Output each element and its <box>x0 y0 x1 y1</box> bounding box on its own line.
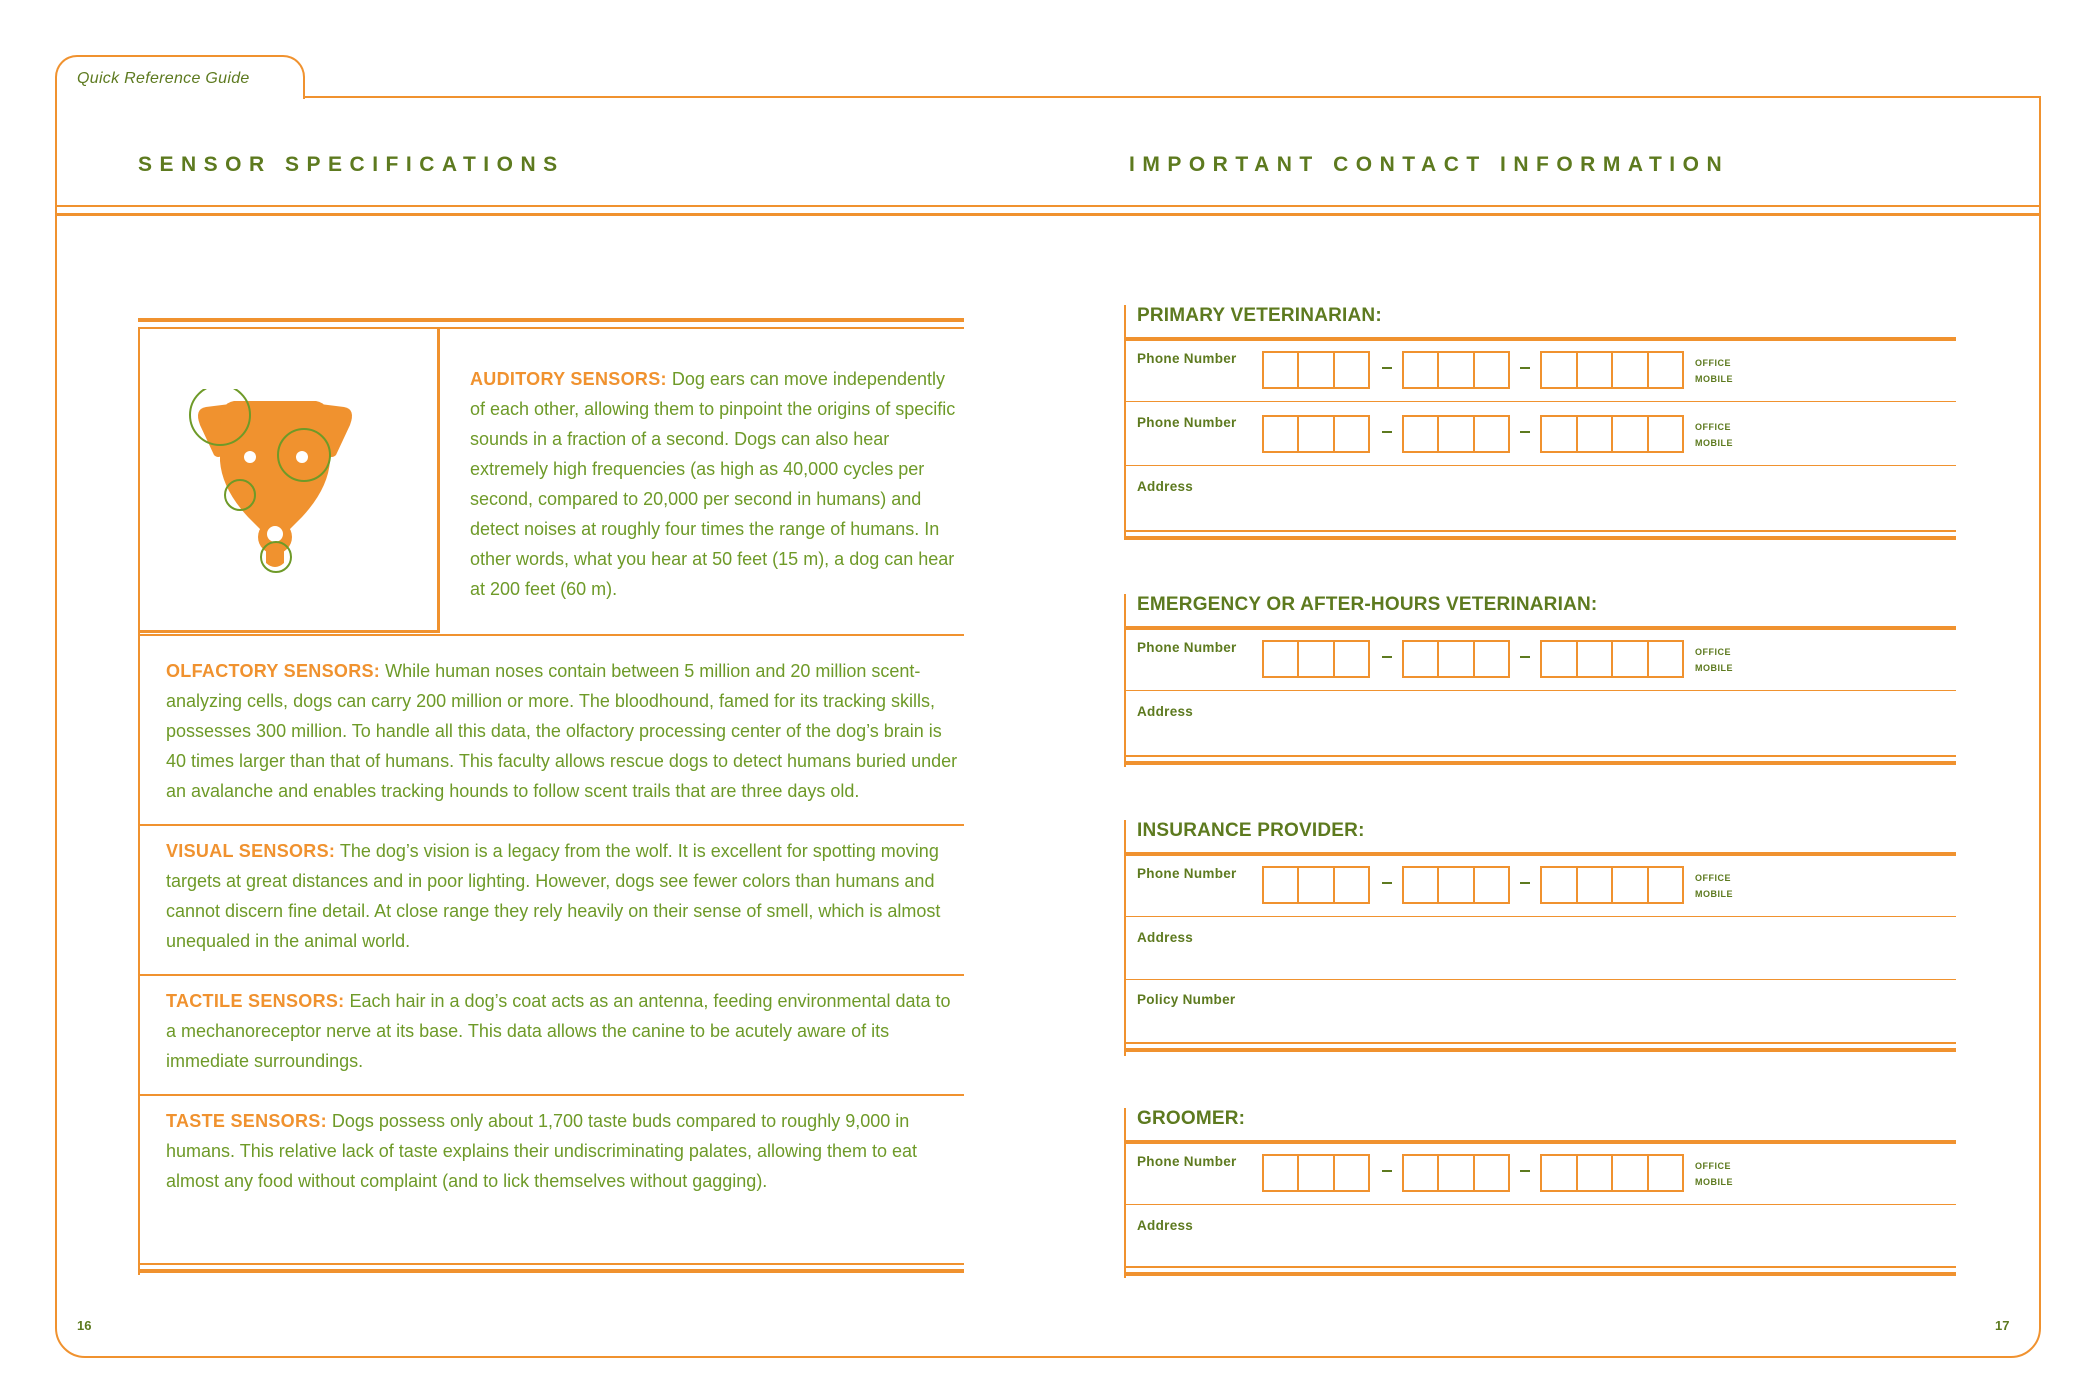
panel-bottom-rule <box>138 1269 964 1273</box>
section-bottom-rule <box>1124 1272 1956 1276</box>
phone-number-input[interactable] <box>1262 415 1682 453</box>
tactile-sensors-label: TACTILE SENSORS: <box>166 991 345 1011</box>
auditory-sensors-paragraph <box>470 364 960 604</box>
section-title: GROOMER: <box>1137 1108 1246 1129</box>
section-bottom-rule-thin <box>1124 530 1956 532</box>
contact-information-title: IMPORTANT CONTACT INFORMATION <box>1129 153 1730 176</box>
section-rule <box>1124 1108 1126 1278</box>
visual-sensors-label: VISUAL SENSORS: <box>166 841 336 861</box>
sensor-divider <box>138 634 964 636</box>
section-bottom-rule-thin <box>1124 1266 1956 1268</box>
office-mobile-options[interactable] <box>1695 1158 1733 1190</box>
phone-number-input[interactable] <box>1262 866 1682 904</box>
tactile-sensors-paragraph <box>166 986 960 1076</box>
sensor-specifications-title: SENSOR SPECIFICATIONS <box>138 153 565 176</box>
section-bottom-rule-thin <box>1124 755 1956 757</box>
row-divider <box>1124 465 1956 466</box>
panel-top-rule <box>138 318 964 322</box>
address-label: Address <box>1137 1218 1194 1233</box>
header-divider <box>56 205 2040 207</box>
mobile-option[interactable]: MOBILE <box>1695 889 1733 899</box>
panel-bottom-rule-thin <box>138 1263 964 1265</box>
section-title-rule <box>1124 852 1956 856</box>
olfactory-sensors-label: OLFACTORY SENSORS: <box>166 661 381 681</box>
visual-sensors-text: The dog’s vision is a legacy from the wolf. It is excellent for spotting moving targets at great distances and in poor lighting. However, dogs see fewer colors than humans and cannot discern fine detail. At close range they rely heavily on their sense of smell, which is almost unequaled in the animal world. <box>166 841 941 951</box>
office-mobile-options[interactable] <box>1695 419 1733 451</box>
mobile-option[interactable]: MOBILE <box>1695 374 1733 384</box>
row-divider <box>1124 1204 1956 1205</box>
section-title: PRIMARY VETERINARIAN: <box>1137 305 1382 326</box>
office-mobile-options[interactable] <box>1695 644 1733 676</box>
office-option[interactable]: OFFICE <box>1695 873 1731 883</box>
sensor-divider <box>138 1094 964 1096</box>
mobile-option[interactable]: MOBILE <box>1695 438 1733 448</box>
row-divider <box>1124 979 1956 980</box>
phone-number-label: Phone Number <box>1137 866 1237 881</box>
row-divider <box>1124 690 1956 691</box>
office-mobile-options[interactable] <box>1695 870 1733 902</box>
guide-tab <box>55 55 305 99</box>
address-label: Address <box>1137 479 1194 494</box>
auditory-sensors-text: Dog ears can move independently of each other, allowing them to pinpoint the origins of specific sounds in a fraction of a second. Dogs can also hear extremely high frequencies (as high as 40,000 cycles per second, compared to 20,000 per second in humans) and detect noises at roughly four times the range of humans. In other words, what you hear at 50 feet (15 m), a dog can hear at 200 feet (60 m). <box>470 369 956 599</box>
section-bottom-rule <box>1124 536 1956 540</box>
phone-number-label: Phone Number <box>1137 415 1237 430</box>
guide-tab-label: Quick Reference Guide <box>77 70 250 87</box>
page-number-right: 17 <box>1995 1318 2010 1333</box>
address-label: Address <box>1137 930 1194 945</box>
office-mobile-options[interactable] <box>1695 355 1733 387</box>
policy-number-label: Policy Number <box>1137 992 1236 1007</box>
dog-illustration-box <box>138 327 440 633</box>
section-bottom-rule <box>1124 1048 1956 1052</box>
dog-head-icon <box>180 389 370 589</box>
phone-number-input[interactable] <box>1262 351 1682 389</box>
phone-number-input[interactable] <box>1262 640 1682 678</box>
visual-sensors-paragraph <box>166 836 960 956</box>
phone-number-label: Phone Number <box>1137 351 1237 366</box>
row-divider <box>1124 916 1956 917</box>
phone-number-label: Phone Number <box>1137 1154 1237 1169</box>
taste-sensors-text: Dogs possess only about 1,700 taste buds compared to roughly 9,000 in humans. This relative lack of taste explains their undiscriminating palates, allowing them to eat almost any food without complaint (and to lick themselves without gagging). <box>166 1111 918 1191</box>
phone-number-label: Phone Number <box>1137 640 1237 655</box>
mobile-option[interactable]: MOBILE <box>1695 1177 1733 1187</box>
section-title: INSURANCE PROVIDER: <box>1137 820 1365 841</box>
section-bottom-rule <box>1124 761 1956 765</box>
section-title-rule <box>1124 1140 1956 1144</box>
tactile-sensors-text: Each hair in a dog’s coat acts as an antenna, feeding environmental data to a mechanoreceptor nerve at its base. This data allows the canine to be acutely aware of its immediate surroundings. <box>166 991 951 1071</box>
taste-sensors-label: TASTE SENSORS: <box>166 1111 327 1131</box>
section-rule <box>1124 594 1126 767</box>
address-label: Address <box>1137 704 1194 719</box>
auditory-sensors-label: AUDITORY SENSORS: <box>470 369 667 389</box>
section-title-rule <box>1124 337 1956 341</box>
section-title: EMERGENCY OR AFTER-HOURS VETERINARIAN: <box>1137 594 1598 615</box>
olfactory-sensors-paragraph <box>166 656 960 806</box>
sensor-specifications-panel <box>138 318 964 1275</box>
office-option[interactable]: OFFICE <box>1695 1161 1731 1171</box>
phone-number-input[interactable] <box>1262 1154 1682 1192</box>
mobile-option[interactable]: MOBILE <box>1695 663 1733 673</box>
office-option[interactable]: OFFICE <box>1695 647 1731 657</box>
sensor-divider <box>138 824 964 826</box>
taste-sensors-paragraph <box>166 1106 960 1196</box>
sensor-divider <box>138 974 964 976</box>
row-divider <box>1124 401 1956 402</box>
office-option[interactable]: OFFICE <box>1695 422 1731 432</box>
olfactory-sensors-text: While human noses contain between 5 million and 20 million scent-analyzing cells, dogs can carry 200 million or more. The bloodhound, famed for its tracking skills, possesses 300 million. To handle all this data, the olfactory processing center of the dog’s brain is 40 times larger than that of humans. This faculty allows rescue dogs to detect humans buried under an avalanche and enables tracking hounds to follow scent trails that are three days old. <box>166 661 958 801</box>
office-option[interactable]: OFFICE <box>1695 358 1731 368</box>
page-number-left: 16 <box>77 1318 92 1333</box>
header-divider-thick <box>56 213 2040 216</box>
section-bottom-rule-thin <box>1124 1042 1956 1044</box>
section-title-rule <box>1124 626 1956 630</box>
